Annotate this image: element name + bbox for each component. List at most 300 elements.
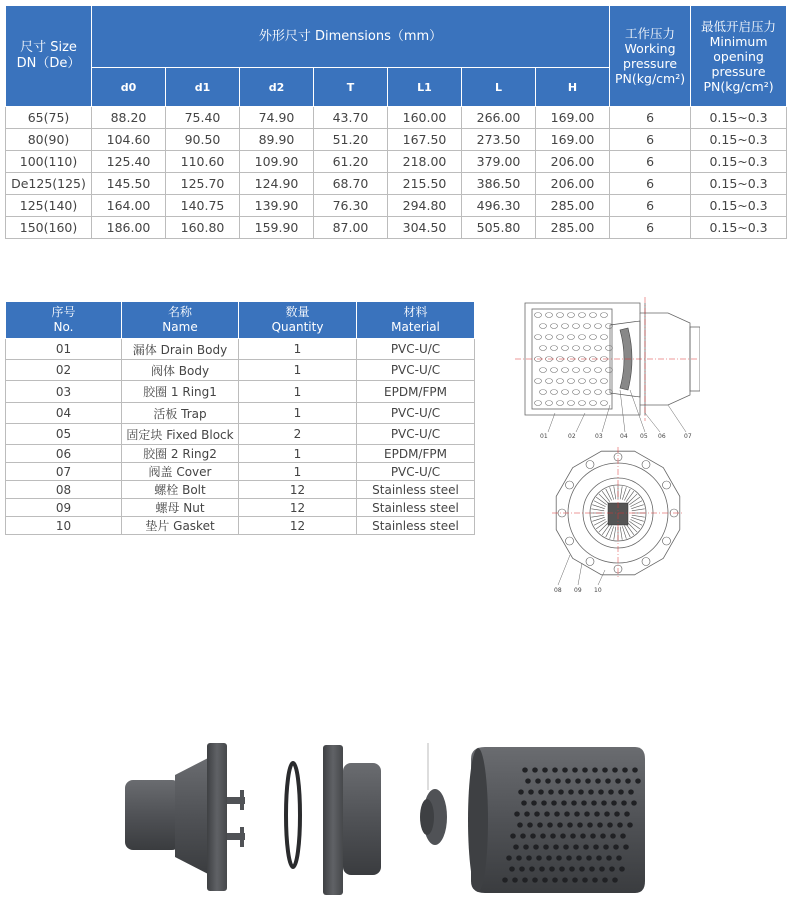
strainer-hole [512, 877, 518, 882]
table-cell: 160.00 [388, 107, 462, 129]
col-d2-header: d2 [240, 68, 314, 107]
strainer-hole [562, 368, 569, 373]
strainer-hole [551, 324, 558, 329]
front-view-drawing [550, 445, 685, 595]
table-cell: 05 [6, 424, 122, 445]
strainer-hole [548, 789, 554, 794]
table-cell: De125(125) [6, 173, 92, 195]
table-cell: 164.00 [92, 195, 166, 217]
table-row [6, 424, 475, 445]
strainer-hole [551, 800, 557, 805]
strainer-hole [619, 866, 625, 871]
table-cell: 漏体 Drain Body [122, 339, 239, 360]
strainer-hole [535, 379, 542, 384]
strainer-hole [573, 324, 580, 329]
table-cell: 0.15~0.3 [691, 129, 787, 151]
strainer-hole [509, 866, 515, 871]
strainer-hole [549, 866, 555, 871]
strainer-hole [565, 778, 571, 783]
table-cell: 垫片 Gasket [122, 517, 239, 535]
table-cell: 169.00 [536, 129, 610, 151]
table-cell: 294.80 [388, 195, 462, 217]
table-cell: Stainless steel [357, 499, 475, 517]
strainer-hole [540, 833, 546, 838]
table-cell: 6 [610, 217, 691, 239]
strainer-hole [559, 866, 565, 871]
body-part [323, 745, 381, 895]
strainer-hole [502, 877, 508, 882]
strainer-hole [635, 778, 641, 783]
strainer-hole [596, 855, 602, 860]
size-header: 尺寸 Size DN（De） [6, 6, 92, 107]
rib-line [629, 521, 640, 529]
strainer-hole [550, 833, 556, 838]
strainer-hole [516, 855, 522, 860]
strainer-hole [624, 811, 630, 816]
strainer-hole [535, 335, 542, 340]
table-cell: 218.00 [388, 151, 462, 173]
label-07: 07 [684, 433, 692, 440]
table-cell: 06 [6, 445, 122, 463]
table-cell: 169.00 [536, 107, 610, 129]
table-cell: 285.00 [536, 217, 610, 239]
strainer-hole [537, 822, 543, 827]
bolt-icon [642, 557, 650, 565]
strainer-hole [582, 877, 588, 882]
strainer-hole [544, 811, 550, 816]
strainer-hole [581, 800, 587, 805]
table-cell: PVC-U/C [357, 339, 475, 360]
strainer-hole [557, 313, 564, 318]
strainer-hole [595, 324, 602, 329]
strainer-hole [540, 346, 547, 351]
strainer-hole [609, 866, 615, 871]
strainer-hole [568, 789, 574, 794]
table-cell: 76.30 [314, 195, 388, 217]
table-cell: 6 [610, 107, 691, 129]
strainer-hole [584, 324, 591, 329]
strainer-hole [540, 368, 547, 373]
table-row [6, 381, 475, 403]
rib-line [632, 509, 645, 511]
strainer-hole [546, 855, 552, 860]
strainer-hole [606, 368, 613, 373]
strainer-hole [546, 401, 553, 406]
strainer-hole [601, 379, 608, 384]
table-cell: 125(140) [6, 195, 92, 217]
strainer-hole [532, 877, 538, 882]
strainer-hole [523, 844, 529, 849]
strainer-hole [599, 866, 605, 871]
table-row [6, 403, 475, 424]
no-header: 序号 No. [6, 302, 122, 339]
table-cell: 74.90 [240, 107, 314, 129]
table-cell: 273.50 [462, 129, 536, 151]
strainer-hole [562, 324, 569, 329]
table-cell: 90.50 [166, 129, 240, 151]
strainer-hole [557, 335, 564, 340]
strainer-hole [595, 346, 602, 351]
strainer-hole [521, 800, 527, 805]
strainer-hole [557, 379, 564, 384]
strainer-hole [579, 866, 585, 871]
parts-table [5, 301, 475, 535]
bolt-icon [586, 557, 594, 565]
table-cell: 150(160) [6, 217, 92, 239]
strainer-hole [540, 324, 547, 329]
table-cell: 206.00 [536, 151, 610, 173]
rib-line [599, 523, 608, 532]
strainer-hole [551, 390, 558, 395]
strainer-hole [567, 822, 573, 827]
strainer-hole [618, 789, 624, 794]
rib-line [602, 524, 610, 535]
drain-body-part [468, 747, 645, 893]
strainer-hole [551, 368, 558, 373]
table-cell: 0.15~0.3 [691, 195, 787, 217]
strainer-hole [631, 800, 637, 805]
strainer-hole [579, 379, 586, 384]
bolt-icon [566, 481, 574, 489]
strainer-hole [538, 789, 544, 794]
strainer-hole [519, 866, 525, 871]
rib-line [602, 491, 610, 502]
strainer-hole [552, 877, 558, 882]
strainer-hole [562, 767, 568, 772]
table-cell: 阀盖 Cover [122, 463, 239, 481]
strainer-hole [602, 877, 608, 882]
table-cell: 125.70 [166, 173, 240, 195]
strainer-hole [590, 833, 596, 838]
strainer-hole [578, 789, 584, 794]
table-cell: 12 [239, 481, 357, 499]
table-row [6, 360, 475, 381]
strainer-hole [584, 390, 591, 395]
rib-line [628, 494, 637, 503]
table-cell: 1 [239, 339, 357, 360]
table-cell: 140.75 [166, 195, 240, 217]
strainer-hole [571, 800, 577, 805]
strainer-hole [536, 855, 542, 860]
table-cell: 167.50 [388, 129, 462, 151]
table-cell: 80(90) [6, 129, 92, 151]
strainer-hole [574, 811, 580, 816]
strainer-hole [577, 822, 583, 827]
strainer-hole [614, 811, 620, 816]
col-h-header: H [536, 68, 610, 107]
rib-line [632, 515, 645, 517]
strainer-hole [623, 844, 629, 849]
min-opening-pressure-header: 最低开启压力 Minimum opening pressure PN(kg/cm²) [691, 6, 787, 107]
strainer-hole [546, 379, 553, 384]
strainer-hole [582, 767, 588, 772]
table-cell: PVC-U/C [357, 424, 475, 445]
table-cell: 12 [239, 517, 357, 535]
strainer-hole [590, 379, 597, 384]
strainer-hole [632, 767, 638, 772]
table-cell: 104.60 [92, 129, 166, 151]
bolt-icon [642, 461, 650, 469]
strainer-hole [555, 778, 561, 783]
strainer-hole [611, 800, 617, 805]
strainer-hole [541, 800, 547, 805]
strainer-hole [628, 789, 634, 794]
strainer-hole [607, 822, 613, 827]
strainer-hole [573, 368, 580, 373]
table-cell: 61.20 [314, 151, 388, 173]
table-cell: 6 [610, 173, 691, 195]
label-04: 04 [620, 433, 628, 440]
table-cell: 68.70 [314, 173, 388, 195]
strainer-hole [584, 368, 591, 373]
strainer-hole [602, 767, 608, 772]
table-cell: 379.00 [462, 151, 536, 173]
strainer-hole [534, 811, 540, 816]
table-cell: 109.90 [240, 151, 314, 173]
strainer-hole [542, 767, 548, 772]
strainer-hole [562, 390, 569, 395]
ring-part [286, 763, 300, 867]
strainer-hole [573, 390, 580, 395]
rib-line [620, 486, 622, 499]
strainer-hole [539, 866, 545, 871]
table-cell: 胶圈 2 Ring2 [122, 445, 239, 463]
col-d0-header: d0 [92, 68, 166, 107]
table-cell: 285.00 [536, 195, 610, 217]
strainer-hole [570, 833, 576, 838]
strainer-hole [583, 844, 589, 849]
table-cell: 87.00 [314, 217, 388, 239]
table-row [6, 151, 787, 173]
strainer-hole [604, 811, 610, 816]
table-cell: 0.15~0.3 [691, 107, 787, 129]
rib-line [626, 524, 634, 535]
strainer-hole [601, 335, 608, 340]
table-cell: 0.15~0.3 [691, 173, 787, 195]
strainer-hole [606, 346, 613, 351]
table-cell: 43.70 [314, 107, 388, 129]
strainer-hole [562, 346, 569, 351]
table-cell: 496.30 [462, 195, 536, 217]
strainer-hole [589, 866, 595, 871]
rib-line [591, 515, 604, 517]
rib-line [596, 521, 607, 529]
table-cell: 08 [6, 481, 122, 499]
strainer-hole [579, 313, 586, 318]
bolt-icon [662, 481, 670, 489]
strainer-hole [560, 833, 566, 838]
dimensions-table [5, 5, 787, 239]
strainer-hole [622, 767, 628, 772]
strainer-hole [592, 767, 598, 772]
strainer-hole [528, 789, 534, 794]
strainer-hole [612, 877, 618, 882]
table-cell: 胶圈 1 Ring1 [122, 381, 239, 403]
label-05: 05 [640, 433, 648, 440]
table-cell: PVC-U/C [357, 463, 475, 481]
table-cell: 0.15~0.3 [691, 217, 787, 239]
strainer-hole [575, 778, 581, 783]
rib-line [620, 527, 622, 540]
table-cell: 1 [239, 381, 357, 403]
label-02: 02 [568, 433, 576, 440]
strainer-hole [510, 833, 516, 838]
strainer-hole [568, 379, 575, 384]
table-cell: 186.00 [92, 217, 166, 239]
strainer-hole [598, 789, 604, 794]
strainer-hole [506, 855, 512, 860]
strainer-hole [562, 877, 568, 882]
strainer-hole [580, 833, 586, 838]
strainer-hole [529, 866, 535, 871]
strainer-hole [576, 855, 582, 860]
strainer-hole [620, 833, 626, 838]
table-cell: EPDM/FPM [357, 381, 475, 403]
col-d1-header: d1 [166, 68, 240, 107]
strainer-hole [568, 335, 575, 340]
strainer-hole [568, 401, 575, 406]
strainer-hole [561, 800, 567, 805]
strainer-hole [531, 800, 537, 805]
strainer-hole [587, 822, 593, 827]
strainer-hole [532, 767, 538, 772]
strainer-hole [563, 844, 569, 849]
strainer-hole [569, 866, 575, 871]
strainer-hole [540, 390, 547, 395]
exploded-parts-illustration [115, 735, 655, 905]
parts-table-body [6, 339, 475, 535]
table-cell: 159.90 [240, 217, 314, 239]
col-l1-header: L1 [388, 68, 462, 107]
strainer-hole [613, 844, 619, 849]
table-cell: 03 [6, 381, 122, 403]
table-row [6, 195, 787, 217]
strainer-hole [526, 855, 532, 860]
table-cell: 固定块 Fixed Block [122, 424, 239, 445]
strainer-hole [535, 778, 541, 783]
strainer-hole [522, 767, 528, 772]
strainer-hole [527, 822, 533, 827]
strainer-hole [572, 767, 578, 772]
table-cell: 螺母 Nut [122, 499, 239, 517]
label-06: 06 [658, 433, 666, 440]
strainer-hole [621, 800, 627, 805]
strainer-hole [573, 346, 580, 351]
table-cell: 125.40 [92, 151, 166, 173]
table-cell: 1 [239, 445, 357, 463]
table-cell: 206.00 [536, 173, 610, 195]
strainer-hole [591, 800, 597, 805]
strainer-hole [601, 401, 608, 406]
strainer-hole [608, 789, 614, 794]
working-pressure-header: 工作压力 Working pressure PN(kg/cm²) [610, 6, 691, 107]
table-cell: 75.40 [166, 107, 240, 129]
strainer-hole [535, 401, 542, 406]
strainer-hole [551, 346, 558, 351]
rib-line [626, 491, 634, 502]
table-cell: 139.90 [240, 195, 314, 217]
table-row [6, 517, 475, 535]
table-cell: EPDM/FPM [357, 445, 475, 463]
label-08: 08 [554, 587, 562, 594]
strainer-hole [514, 811, 520, 816]
table-row [6, 481, 475, 499]
table-row [6, 445, 475, 463]
rib-line [614, 486, 616, 499]
strainer-hole [590, 313, 597, 318]
strainer-hole [625, 778, 631, 783]
rib-line [628, 523, 637, 532]
strainer-hole [520, 833, 526, 838]
table-cell: 65(75) [6, 107, 92, 129]
strainer-hole [617, 822, 623, 827]
label-01: 01 [540, 433, 548, 440]
strainer-hole [579, 401, 586, 406]
strainer-hole [513, 844, 519, 849]
strainer-hole [616, 855, 622, 860]
table-cell: 6 [610, 195, 691, 217]
table-cell: 阀体 Body [122, 360, 239, 381]
rib-line [614, 527, 616, 540]
strainer-hole [547, 822, 553, 827]
dimensions-table-body [6, 107, 787, 239]
strainer-hole [557, 401, 564, 406]
strainer-hole [610, 833, 616, 838]
strainer-hole [615, 778, 621, 783]
table-cell: 51.20 [314, 129, 388, 151]
table-row [6, 217, 787, 239]
strainer-hole [588, 789, 594, 794]
strainer-hole [522, 877, 528, 882]
table-cell: PVC-U/C [357, 403, 475, 424]
strainer-hole [612, 767, 618, 772]
table-row [6, 463, 475, 481]
bolt-icon [566, 537, 574, 545]
table-cell: 1 [239, 463, 357, 481]
strainer-hole [525, 778, 531, 783]
strainer-hole [606, 390, 613, 395]
table-cell: 1 [239, 403, 357, 424]
table-row [6, 499, 475, 517]
table-cell: 活板 Trap [122, 403, 239, 424]
strainer-hole [566, 855, 572, 860]
strainer-hole [545, 778, 551, 783]
table-cell: 266.00 [462, 107, 536, 129]
strainer-hole [600, 833, 606, 838]
table-row [6, 173, 787, 195]
strainer-hole [586, 855, 592, 860]
strainer-hole [627, 822, 633, 827]
strainer-hole [606, 324, 613, 329]
strainer-hole [535, 313, 542, 318]
strainer-hole [517, 822, 523, 827]
material-header: 材料 Material [357, 302, 475, 339]
table-row [6, 339, 475, 360]
strainer-hole [573, 844, 579, 849]
bolt-icon [662, 537, 670, 545]
label-09: 09 [574, 587, 582, 594]
table-cell: 04 [6, 403, 122, 424]
table-cell: Stainless steel [357, 517, 475, 535]
table-cell: 505.80 [462, 217, 536, 239]
strainer-hole [592, 877, 598, 882]
strainer-hole [601, 313, 608, 318]
table-cell: 88.20 [92, 107, 166, 129]
table-cell: 2 [239, 424, 357, 445]
name-header: 名称 Name [122, 302, 239, 339]
strainer-hole [597, 822, 603, 827]
table-cell: 215.50 [388, 173, 462, 195]
